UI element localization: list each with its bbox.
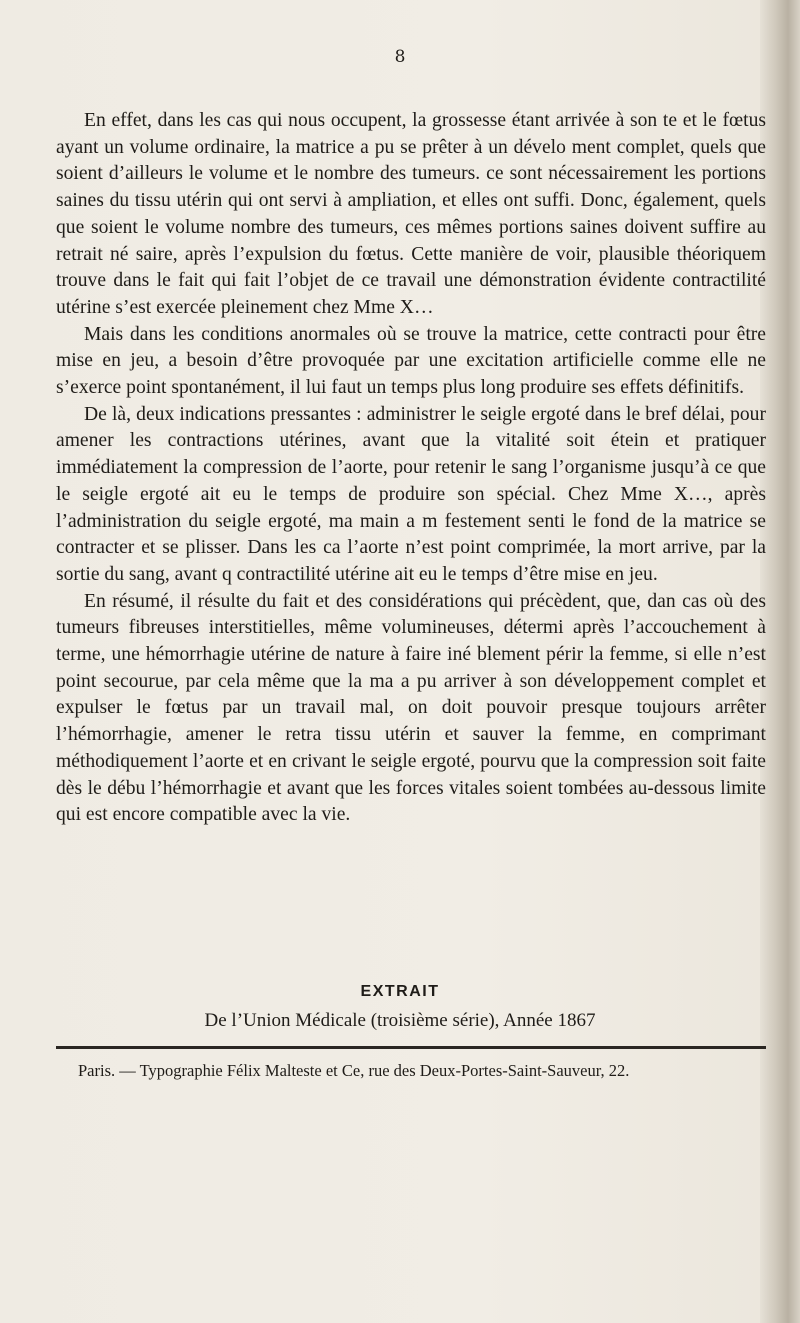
extract-heading: EXTRAIT [360, 983, 440, 1000]
paragraph-1: En effet, dans les cas qui nous occupent, la grossesse étant arrivée à son te et le fœtus ayant un volume ordinaire, la matrice a pu se prêter à un dévelo ment complet, quels que soient d’ailleurs le volume et le nombre des tumeurs. ce sont nécessairement les portions saines du tissu utérin qui ont servi à ampliation, et elles ont suffi. Donc, également, quels que soient le volume nombre des tumeurs, ces mêmes portions saines doivent suffire au retrait né saire, après l’expulsion du fœtus. Cette manière de voir, plausible théoriquem trouve dans le fait qui fait l’objet de ce travail une démonstration évidente contractilité utérine s’est exercée pleinement chez Mme X… [56, 110, 766, 318]
paragraph-3: De là, deux indications pressantes : administrer le seigle ergoté dans le bref délai, pour amener les contractions utérines, avant que la vitalité soit étein et pratiquer immédiatement la compression de l’aorte, pour retenir le sang l’organisme jusqu’à ce que le seigle ergoté ait eu le temps de produire son spécial. Chez Mme X…, après l’administration du seigle ergoté, ma main a m festement senti le fond de la matrice se contracter et se plisser. Dans les ca l’aorte n’est point comprimée, la mort arrive, par la sortie du sang, avant q contractilité utérine ait eu le temps d’être mise en jeu. [56, 403, 766, 585]
body-text [56, 108, 766, 829]
extract-source: De l’Union Médicale (troisième série), Année 1867 [204, 1010, 596, 1031]
paragraph-2: Mais dans les conditions anormales où se trouve la matrice, cette contracti pour être mise en jeu, a besoin d’être provoquée par une excitation artificielle comme elle ne s’exerce point spontanément, il lui faut un temps plus long produire ses effets définitifs. [56, 323, 766, 399]
page-number: 8 [394, 47, 406, 67]
page-binding-edge [760, 0, 800, 1323]
divider-rule [56, 1046, 766, 1049]
paragraph-4: En résumé, il résulte du fait et des considérations qui précèdent, que, dan cas où des tumeurs fibreuses interstitielles, même volumineuses, détermi après l’accouchement à terme, une hémorrhagie utérine de nature à faire iné blement périr la femme, si elle n’est point secourue, par cela même que la ma a pu arriver à son développement complet et expulser le fœtus par un travail mal, on doit pouvoir presque toujours arrêter l’hémorrhagie, amener le retra tissu utérin et sauver la femme, en comprimant méthodiquement l’aorte et en crivant le seigle ergoté, pourvu que la compression soit faite dès le débu l’hémorrhagie et avant que les forces vitales soient tombées au-dessous limite qui est encore compatible avec la vie. [56, 590, 766, 826]
printer-imprint: Paris. — Typographie Félix Malteste et Ce, rue des Deux-Portes-Saint-Sauveur, 22. [78, 1061, 630, 1080]
